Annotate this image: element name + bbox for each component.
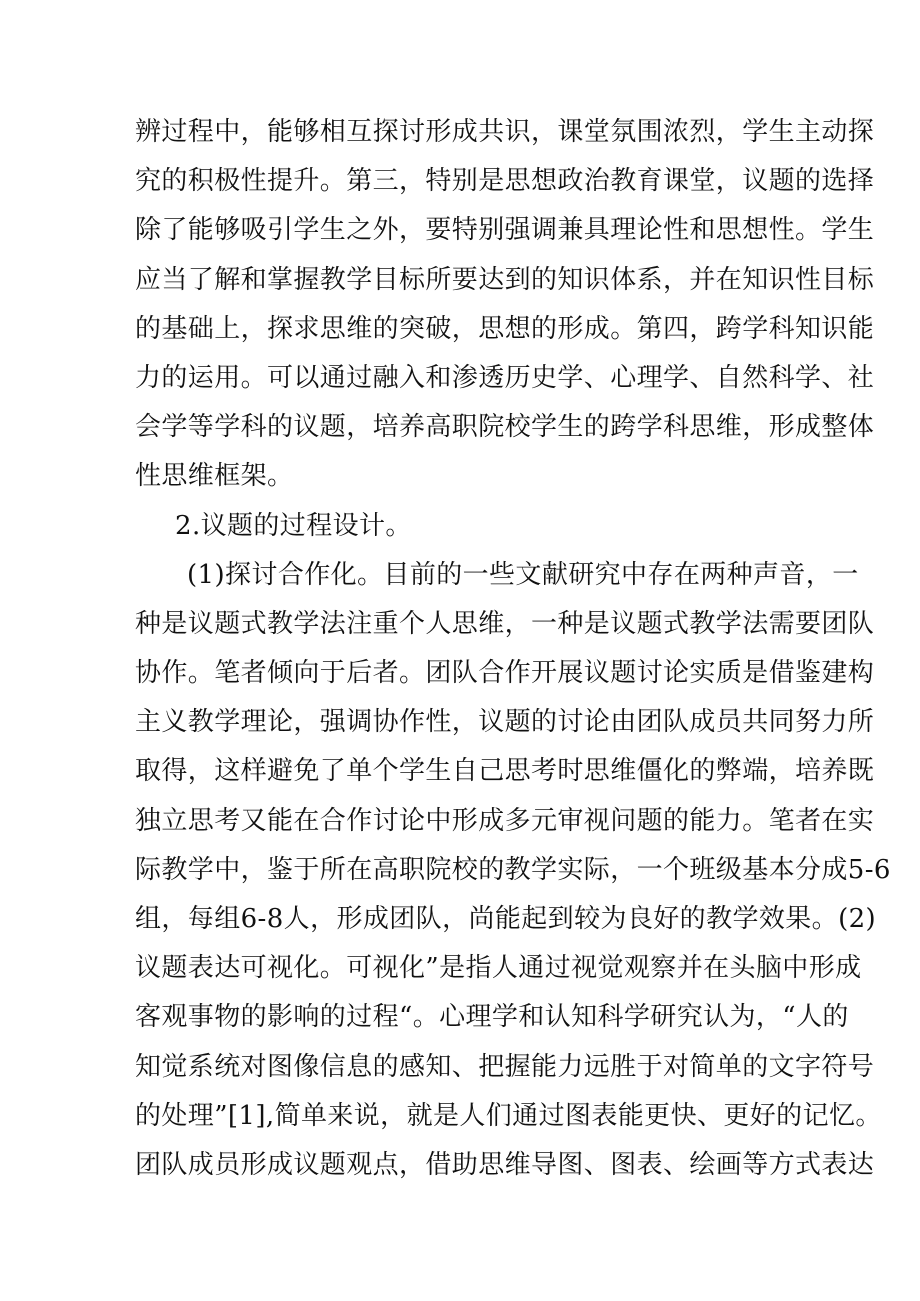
text-line: 的基础上，探求思维的突破，思想的形成。第四，跨学科知识能 <box>135 313 875 344</box>
text-line: 的处理”[1],简单来说，就是人们通过图表能更快、更好的记忆。 <box>135 1100 882 1131</box>
text-line: 性思维框架。 <box>135 461 294 492</box>
text-line: 际教学中，鉴于所在高职院校的教学实际，一个班级基本分成5-6 <box>135 854 891 885</box>
text-line: 独立思考又能在合作讨论中形成多元审视问题的能力。笔者在实 <box>135 805 875 836</box>
text-line: 种是议题式教学法注重个人思维，一种是议题式教学法需要团队 <box>135 608 875 639</box>
text-line: 取得，这样避免了单个学生自己思考时思维僵化的弊端，培养既 <box>135 756 875 787</box>
text-line: 除了能够吸引学生之外，要特别强调兼具理论性和思想性。学生 <box>135 215 875 246</box>
text-line: 组，每组6-8人，形成团队，尚能起到较为良好的教学效果。(2) <box>135 904 877 934</box>
text-line: 议题表达可视化。可视化”是指人通过视觉观察并在头脑中形成 <box>135 953 862 984</box>
text-line: 辨过程中，能够相互探讨形成共识，课堂氛围浓烈，学生主动探 <box>135 117 875 147</box>
text-line: 主义教学理论，强调协作性，议题的讨论由团队成员共同努力所 <box>135 707 875 738</box>
text-line: (1)探讨合作化。目前的一些文献研究中存在两种声音，一 <box>187 559 859 590</box>
text-line: 协作。笔者倾向于后者。团队合作开展议题讨论实质是借鉴建构 <box>135 658 875 689</box>
text-line: 应当了解和掌握教学目标所要达到的知识体系，并在知识性目标 <box>135 264 875 295</box>
text-line: 力的运用。可以通过融入和渗透历史学、心理学、自然科学、社 <box>135 362 875 393</box>
text-line: 会学等学科的议题，培养高职院校学生的跨学科思维，形成整体 <box>135 412 875 443</box>
section-heading: 2.议题的过程设计。 <box>175 510 412 541</box>
text-line: 究的积极性提升。第三，特别是思想政治教育课堂，议题的选择 <box>135 166 875 197</box>
text-line: 客观事物的影响的过程“。心理学和认知科学研究认为，“人的 <box>135 1002 849 1033</box>
text-line: 知觉系统对图像信息的感知、把握能力远胜于对简单的文字符号 <box>135 1051 875 1082</box>
text-line: 团队成员形成议题观点，借助思维导图、图表、绘画等方式表达 <box>135 1149 875 1180</box>
body-text <box>135 108 891 1190</box>
